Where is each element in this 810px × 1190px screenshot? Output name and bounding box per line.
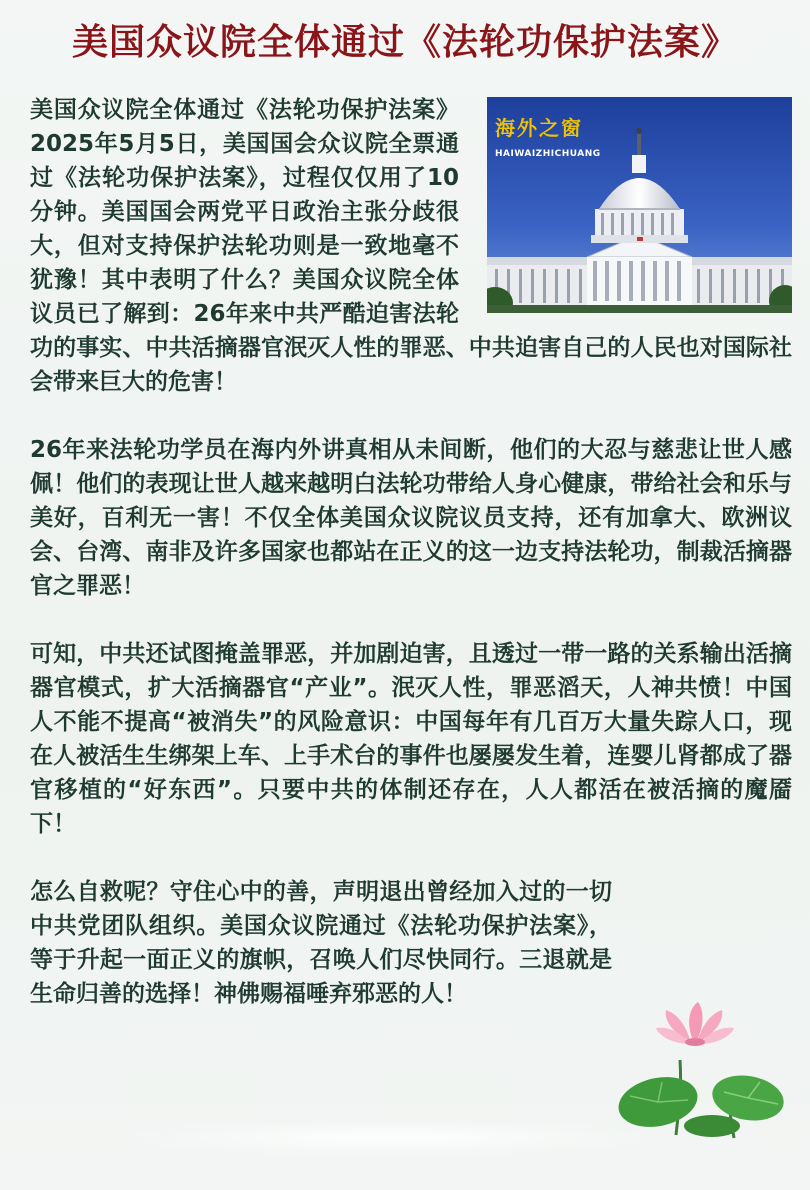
page-title: 美国众议院全体通过《法轮功保护法案》	[71, 22, 738, 63]
paragraph-3: 可知，中共还试图掩盖罪恶，并加剧迫害，且透过一带一路的关系输出活摘器官模式，扩大活摘器官“产业”。泯灭人性，罪恶滔天，人神共愤！中国人不能不提高“被消失”的风险意识：中国每年有几百万大量失踪人口，现在人被活生生绑架上车、上手术台的事件也屡屡发生着，连婴儿肾都成了器官移植的“好东西”。只要中共的体制还存在，人人都活在被活摘的魔靥下！	[30, 641, 792, 837]
photo-caption-en: HAIWAIZHICHUANG	[495, 149, 601, 159]
photo-caption-cn: 海外之窗	[495, 116, 583, 140]
article-body	[30, 93, 792, 1081]
decorative-smudge	[110, 1118, 670, 1158]
capitol-photo	[487, 97, 792, 313]
paragraph-1: 美国众议院全体通过《法轮功保护法案》2025年5月5日，美国国会众议院全票通过《法轮功保护法案》，过程仅仅用了10分钟。美国国会两党平日政治主张分歧很大，但对支持保护法轮功则是一致地毫不犹豫！其中表明了什么？美国众议院全体议员已了解到：26年来中共严酷迫害法轮功的事实、中共活摘器官泯灭人性的罪恶、中共迫害自己的人民也对国际社会带来巨大的危害！	[30, 97, 792, 395]
capitol-image	[487, 97, 792, 313]
paragraph-2: 26年来法轮功学员在海内外讲真相从未间断，他们的大忍与慈悲让世人感佩！他们的表现让世人越来越明白法轮功带给人身心健康，带给社会和乐与美好，百利无一害！不仅全体美国众议院议员支持，还有加拿大、欧洲议会、台湾、南非及许多国家也都站在正义的这一边支持法轮功，制裁活摘器官之罪恶！	[30, 437, 792, 599]
paragraph-4: 怎么自救呢？守住心中的善，声明退出曾经加入过的一切中共党团队组织。美国众议院通过《法轮功保护法案》，等于升起一面正义的旗帜，召唤人们尽快同行。三退就是生命归善的选择！神佛赐福唾弃邪恶的人！	[30, 879, 612, 1007]
